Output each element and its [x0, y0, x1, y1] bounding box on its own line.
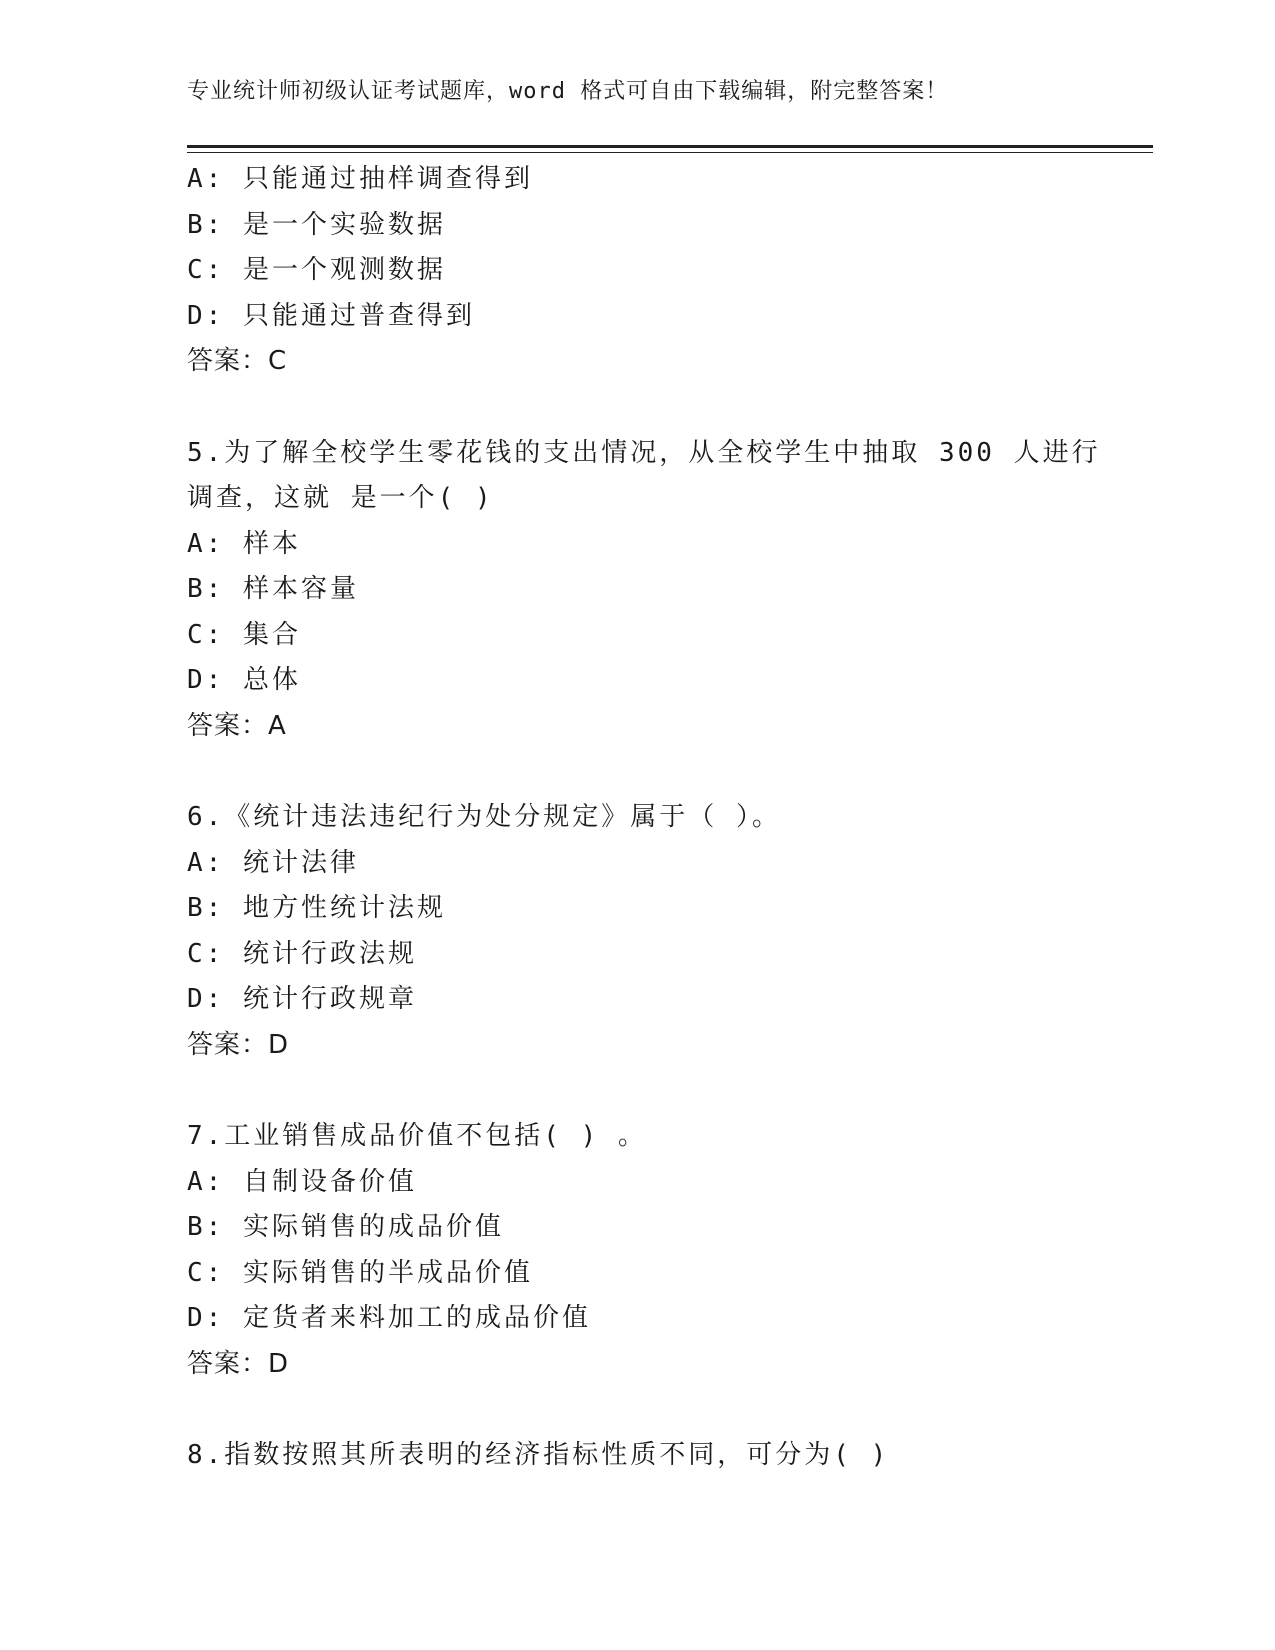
option-a: A: 只能通过抽样调查得到	[187, 164, 533, 194]
answer-line: 答案：A	[187, 710, 287, 741]
option-d: D: 定货者来料加工的成品价值	[187, 1303, 591, 1333]
page-header-text: 专业统计师初级认证考试题库，word 格式可自由下载编辑，附完整答案！	[187, 79, 949, 104]
header-divider-thin	[187, 152, 1153, 153]
question-text: 8.指数按照其所表明的经济指标性质不同，可分为( )	[187, 1440, 890, 1470]
option-a: A: 自制设备价值	[187, 1166, 417, 1197]
option-b: B: 是一个实验数据	[187, 209, 446, 240]
option-c: C: 实际销售的半成品价值	[187, 1257, 533, 1288]
question-block	[187, 795, 1153, 1068]
option-c: C: 集合	[187, 619, 301, 650]
option-c: C: 统计行政法规	[187, 938, 417, 969]
question-text: 6.《统计违法违纪行为处分规定》属于（ ）。	[187, 802, 781, 832]
option-a: A: 样本	[187, 528, 301, 559]
question-content	[187, 157, 1153, 1479]
option-c: C: 是一个观测数据	[187, 255, 446, 285]
option-d: D: 统计行政规章	[187, 984, 417, 1014]
answer-line: 答案：D	[187, 1348, 290, 1379]
question-block	[187, 431, 1153, 750]
answer-line: 答案：D	[187, 1029, 290, 1060]
question-text: 7.工业销售成品价值不包括( ) 。	[187, 1121, 647, 1151]
header-divider-thick	[187, 145, 1153, 148]
question-text-continued: 调查，这就 是一个( )	[187, 483, 494, 513]
option-d: D: 总体	[187, 665, 301, 695]
option-b: B: 地方性统计法规	[187, 893, 446, 923]
question-block	[187, 1114, 1153, 1387]
option-a: A: 统计法律	[187, 847, 359, 878]
question-block	[187, 157, 1153, 385]
question-block	[187, 1433, 1153, 1479]
option-b: B: 实际销售的成品价值	[187, 1212, 504, 1242]
option-d: D: 只能通过普查得到	[187, 300, 475, 331]
question-text: 5.为了解全校学生零花钱的支出情况，从全校学生中抽取 300 人进行	[187, 437, 1101, 468]
answer-line: 答案：C	[187, 346, 288, 376]
option-b: B: 样本容量	[187, 574, 359, 604]
